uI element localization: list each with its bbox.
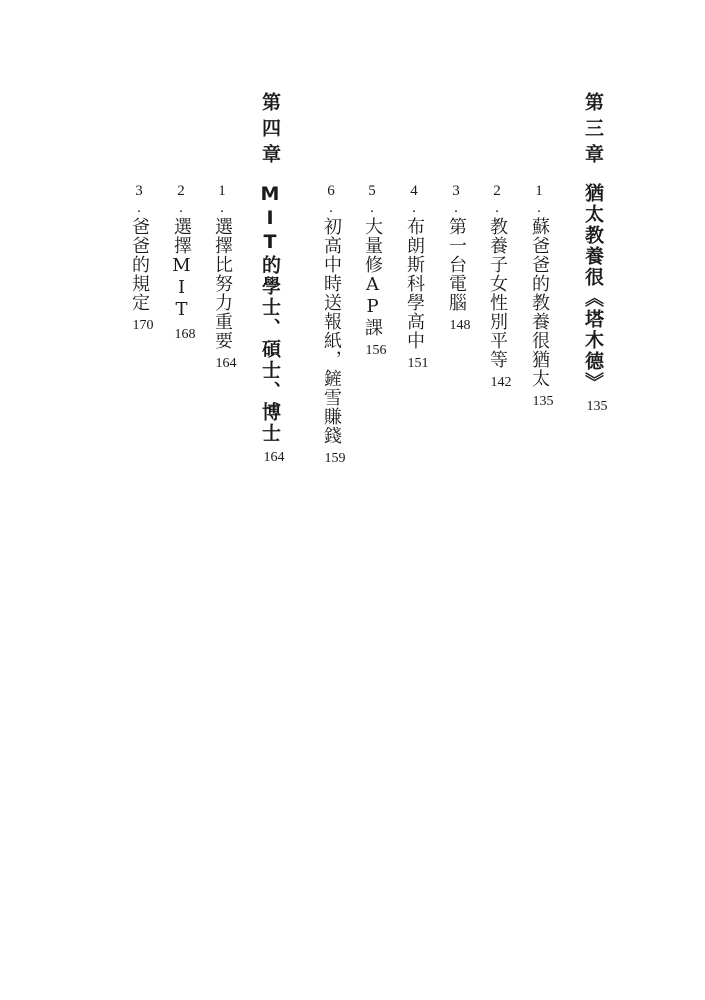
toc-item	[168, 183, 202, 343]
toc-item	[318, 183, 352, 467]
toc-item	[484, 183, 518, 391]
toc-item	[443, 183, 477, 334]
toc-item-number: 2.	[173, 183, 189, 217]
toc-item-title: 布朗斯科學高中	[404, 217, 425, 350]
toc-item-title: 選擇比努力重要	[212, 217, 233, 350]
toc-item	[526, 183, 560, 410]
toc-item-page: 148	[449, 318, 471, 333]
toc-item-page: 156	[365, 343, 387, 358]
toc-item-page: 151	[407, 356, 429, 371]
toc-item-number: 3.	[448, 183, 464, 217]
toc-item-number: 1.	[214, 183, 230, 217]
toc-item	[209, 183, 243, 372]
toc-item-page: 168	[174, 327, 196, 342]
chapter3-label-column	[580, 92, 614, 170]
toc-item-title: 教養子女性別平等	[487, 217, 508, 369]
toc-item	[359, 183, 393, 359]
toc-item-title: 初高中時送報紙，鏟雪賺錢	[321, 217, 342, 445]
chapter3-page-number: 135	[586, 399, 608, 414]
toc-item-title: 第一台電腦	[446, 217, 467, 312]
toc-item-page: 159	[324, 451, 346, 466]
toc-item-number: 2.	[489, 183, 505, 217]
chapter4-label-column	[257, 92, 291, 170]
toc-item	[401, 183, 435, 372]
toc-item-title: 大量修AP課	[362, 217, 383, 337]
chapter4-title: MIT的學士、碩士、博士	[259, 183, 281, 444]
toc-item-title: 蘇爸爸的教養很猶太	[529, 217, 550, 388]
chapter3-heading-column	[580, 183, 614, 415]
toc-item-title: 爸爸的規定	[129, 217, 150, 312]
chapter4-heading-column	[257, 183, 291, 466]
chapter4-page-number: 164	[263, 450, 285, 465]
chapter4-label: 第四章	[259, 92, 281, 170]
toc-item-number: 1.	[531, 183, 547, 217]
toc-item-page: 135	[532, 394, 554, 409]
toc-item-page: 164	[215, 356, 237, 371]
chapter3-title: 猶太教養很《塔木德》	[582, 183, 604, 393]
toc-item-number: 4.	[406, 183, 422, 217]
toc-item-page: 142	[490, 375, 512, 390]
toc-item-number: 3.	[131, 183, 147, 217]
toc-item-title: 選擇MIT	[171, 217, 192, 321]
toc-item	[126, 183, 160, 334]
chapter3-label: 第三章	[582, 92, 604, 170]
toc-item-number: 5.	[364, 183, 380, 217]
toc-item-number: 6.	[323, 183, 339, 217]
toc-item-page: 170	[132, 318, 154, 333]
